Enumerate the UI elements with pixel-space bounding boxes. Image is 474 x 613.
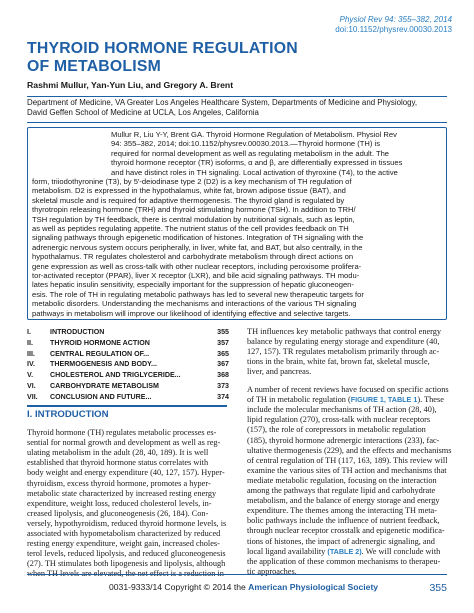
body-text-segment: of central regulation of TH (117, 163, 189). This review will [247, 455, 448, 465]
toc-entry[interactable] [27, 381, 229, 392]
abstract-line: TSH regulation by TH feedback, there is central modulation by nutritional signals, such as leptin, [32, 214, 355, 224]
body-text-segment: ultative thermogenesis (229), and the effects and mechanisms [247, 445, 452, 455]
abstract-line: metabolism. D2 is expressed in the hypothalamus, white fat, brown adipose tissue (BAT), and [32, 186, 346, 196]
body-text-segment: balance by regulating energy storage and expenditure (40, [247, 337, 440, 347]
toc-entry[interactable] [27, 370, 229, 381]
body-text-line [247, 496, 440, 506]
header-divider-top [27, 96, 447, 97]
body-text-line [247, 486, 435, 496]
body-text-segment: include the molecular mechanisms of TH action (28, 40), [247, 405, 437, 415]
body-text-line [247, 347, 439, 357]
abstract-line: metabolic disorders. Understanding the mechanisms and interactions of the various TH signaling [32, 299, 357, 309]
abstract-line: signaling pathways through epigenetic modification of histones. Integration of TH signaling with the [32, 233, 364, 243]
abstract-line: gene expression as well as cross-talk with other nuclear receptors, including peroxisome prolifera- [32, 261, 362, 271]
abstract-line: esis. The role of TH in regulating metabolic pathways has led to several new therapeutic targets for [32, 289, 364, 299]
toc-number: V. [27, 371, 34, 380]
body-text-segment: . We will conclude with [361, 546, 441, 556]
body-text-line [27, 489, 216, 499]
body-text-line [27, 428, 216, 438]
body-text-line [27, 479, 211, 489]
article-title-line-1: THYROID HORMONE REGULATION [27, 40, 298, 57]
body-text-line [247, 537, 435, 547]
figure-table-reference[interactable]: (TABLE 2) [327, 546, 362, 556]
abstract-line: required for normal development as well as regulating metabolism in the adult. The [111, 148, 390, 158]
toc-number: II. [27, 338, 33, 347]
body-text-line [247, 337, 439, 347]
body-text-segment: ). These [417, 395, 444, 405]
body-text-line [27, 438, 220, 448]
body-text-segment: among the pathways that regulate lipid and carbohydrate [247, 486, 436, 495]
body-text-segment: 127, 157). TR regulates metabolism primarily through ac- [247, 347, 440, 357]
body-text-segment: resting energy expenditure, weight gain, increased choles- [27, 539, 220, 549]
body-text-segment: (157), the role of corepressors in metabolic regulation [247, 425, 426, 435]
body-text-segment: Thyroid hormone (TH) regulates metabolic processes es- [27, 428, 217, 437]
body-text-line [247, 425, 426, 435]
toc-label: CENTRAL REGULATION OF... [50, 349, 150, 358]
abstract-line: adrenergic nervous system occurs peripherally, in liver, white fat, and BAT, but also centrally, in the [32, 242, 363, 252]
toc-label: THYROID HORMONE ACTION [50, 338, 150, 347]
abstract-line: pathways in metabolism will improve our likelihood of identifying effective and selective targets. [32, 308, 351, 318]
body-text-line [27, 519, 226, 529]
abstract-line: as well as peptides regulating appetite. The nutrient status of the cell provides feedback on TH [32, 224, 349, 233]
body-text-segment: lipid regulation (270), cross-talk with nuclear receptors [247, 415, 431, 425]
affiliation [27, 98, 452, 118]
abstract-line: hypothalamus. TR regulates cholesterol and carbohydrate metabolism through direct actions on [32, 252, 354, 262]
body-text-line [247, 526, 445, 536]
toc-page-number: 374 [217, 392, 229, 401]
body-text-line [247, 385, 449, 395]
body-text-segment: tions in the brain, white fat, brown fat, skeletal muscle, [247, 357, 430, 367]
body-text-segment: local ligand availability [247, 546, 328, 556]
body-text-line [247, 367, 311, 377]
page-footer [27, 582, 447, 596]
article-title-line-2: OF METABOLISM [27, 58, 161, 75]
toc-page-number: 373 [217, 381, 229, 390]
body-text-line [27, 549, 226, 559]
section-heading-bar [27, 405, 227, 407]
body-text-segment: associated with hypometabolism characterized by reduced [27, 529, 221, 538]
toc-number: VII. [27, 392, 38, 401]
body-text-line [247, 327, 441, 337]
body-text-segment: A number of recent reviews have focused on specific actions [247, 385, 449, 394]
body-text-segment: (27). TH stimulates both lipogenesis and lipolysis, although [27, 559, 226, 569]
body-text-segment: liver, and pancreas. [247, 367, 312, 377]
body-text-line [247, 567, 297, 577]
body-text-segment: of TH in metabolic regulation ( [247, 395, 351, 405]
body-text-line [27, 529, 220, 539]
body-text-segment: bolic pathways include the influence of nutrient feedback, [247, 516, 440, 526]
body-text-line [247, 395, 444, 405]
abstract-line: Mullur R, Liu Y-Y, Brent GA. Thyroid Hormone Regulation of Metabolism. Physiol Rev [111, 130, 397, 139]
body-text-line [27, 499, 212, 509]
journal-citation-line: Physiol Rev 94: 355–382, 2014 [339, 15, 452, 24]
body-text-line [247, 516, 440, 526]
toc-label: CARBOHYDRATE METABOLISM [50, 381, 159, 390]
toc-label: THERMOGENESIS AND BODY... [50, 360, 157, 369]
body-text-segment: through nuclear receptor crosstalk and epigenetic modifica- [247, 526, 445, 536]
body-text-segment: established that thyroid hormone status correlates with [27, 458, 209, 468]
abstract-line: 94: 355–382, 2014; doi:10.1152/physrev.00030.2013.—Thyroid hormone (TH) is [111, 139, 381, 149]
body-text-segment: metabolic state characterized by increased resting energy [27, 488, 217, 498]
toc-label: INTRODUCTION [50, 328, 105, 336]
journal-citation [232, 15, 452, 35]
author-list: Rashmi Mullur, Yan-Yun Liu, and Gregory A. Brent [27, 80, 234, 90]
toc-page-number: 357 [217, 338, 229, 347]
body-text-segment: expenditure. The themes among the interacting TH meta- [247, 506, 437, 516]
body-text-line [27, 559, 225, 569]
body-text-line [247, 476, 437, 486]
publisher-name[interactable]: American Physiological Society [248, 582, 379, 592]
body-text-segment: the application of these common mechanisms to therapeu- [247, 556, 441, 566]
body-text-segment: creased lipolysis, and gluconeogenesis (26, 184). Con- [27, 508, 209, 518]
body-text-line [27, 448, 208, 458]
body-text-segment: tic approaches. [247, 566, 297, 576]
body-text-segment: mediate metabolic regulation, focusing on the interaction [247, 475, 437, 485]
abstract-line: skeletal muscle and is required for adaptive thermogenesis. The thyroid gland is regulated by [32, 195, 345, 205]
body-text-line [247, 466, 447, 476]
abstract-box [27, 127, 447, 320]
toc-entry[interactable] [27, 359, 229, 370]
toc-number: IV. [27, 360, 36, 369]
abstract-line: and have distinct roles in TH signaling. Local activation of thyroxine (T4), to the active [111, 167, 398, 177]
body-text-segment: body weight and energy expenditure (40, 127, 157). Hyper- [27, 468, 225, 478]
body-text-line [247, 446, 451, 456]
body-text-segment: tions of histones, the impact of adrenergic signaling, and [247, 536, 435, 546]
body-text-line [247, 547, 440, 557]
affiliation-line-2: David Geffen School of Medicine at UCLA, Los Angeles, California [27, 107, 259, 117]
body-text-segment: sential for normal growth and development as well as reg- [27, 438, 221, 448]
body-text-line [247, 405, 437, 415]
body-text-segment: versely, hypothyroidism, reduced thyroid hormone levels, is [27, 518, 227, 528]
body-text-line [27, 468, 225, 478]
body-text-line [27, 458, 208, 468]
header-divider-bottom [27, 122, 447, 123]
toc-entry[interactable] [27, 392, 229, 403]
body-text-segment: terol levels, reduced lipolysis, and reduced gluconeogenesis [27, 549, 226, 559]
body-text-segment: when TH levels are elevated, the net effect is a reduction in [27, 569, 224, 579]
body-text-segment: thyroidism, excess thyroid hormone, promotes a hyper- [27, 478, 211, 488]
body-text-line [247, 357, 430, 367]
article-title [27, 40, 327, 76]
body-text-line [27, 509, 208, 519]
body-text-segment: TH influences key metabolic pathways that control energy [247, 327, 442, 336]
toc-entry[interactable] [27, 327, 229, 338]
body-text-segment: metabolism, and the balance of energy storage and energy [247, 496, 440, 506]
abstract-line: lates hepatic insulin sensitivity, especially important for the suppression of hepatic gluconeogen- [32, 280, 354, 290]
toc-number: I. [27, 328, 31, 336]
body-text-line [247, 456, 448, 466]
body-text-line [27, 539, 220, 549]
toc-page-number: 365 [217, 349, 229, 358]
abstract-line: thyroid hormone receptor (TR) isoforms, α and β, are differentially expressed in tissues [111, 158, 403, 168]
copyright-line [109, 582, 378, 592]
body-text-line [247, 506, 437, 516]
page-number: 355 [429, 582, 447, 594]
body-text-segment: examine the various sites of TH action and mechanisms that [247, 465, 447, 475]
abstract-line: thyrotropin releasing hormone (TRH) and thyroid stimulating hormone (TSH). In addition to TRH/ [32, 205, 356, 215]
body-text-segment: (185), thyroid hormone adrenergic interactions (233), fac- [247, 435, 440, 445]
toc-entry[interactable] [27, 338, 229, 349]
toc-page-number: 368 [217, 371, 229, 380]
body-text-line [247, 557, 440, 567]
affiliation-line-1: Department of Medicine, VA Greater Los Angeles Healthcare System, Departments of Medicine and Physiology, [27, 98, 418, 107]
body-text-line [247, 415, 430, 425]
section-heading-introduction: I. INTRODUCTION [27, 409, 109, 420]
toc-page-number: 367 [217, 360, 229, 369]
table-of-contents [27, 327, 229, 403]
toc-entry[interactable] [27, 349, 229, 360]
abstract-line: tor-activated receptor (PPAR), liver X receptor (LXR), and bile acid signaling pathways. TH modu- [32, 271, 360, 280]
toc-label: CHOLESTEROL AND TRIGLYCERIDE... [50, 371, 181, 380]
footer-divider [27, 574, 447, 575]
body-text-line [247, 436, 439, 446]
toc-number: VI. [27, 381, 36, 390]
doi-line[interactable]: doi:10.1152/physrev.00030.2013 [335, 25, 452, 34]
toc-page-number: 355 [217, 328, 229, 336]
body-text-segment: expenditure, weight loss, reduced cholesterol levels, in- [27, 498, 212, 508]
body-text-segment: ulating metabolism in the adult (28, 40, 189). It is well [27, 448, 209, 458]
toc-number: III. [27, 349, 35, 358]
figure-table-reference[interactable]: FIGURE 1, TABLE 1 [350, 395, 418, 405]
toc-label: CONCLUSION AND FUTURE... [50, 392, 152, 401]
abstract-line: form, triiodothyronine (T3), by 5′-deiodinase type 2 (D2) is a key mechanism of TH regulation of [32, 177, 352, 186]
copyright-text: 0031-9333/14 Copyright © 2014 the [109, 582, 246, 592]
